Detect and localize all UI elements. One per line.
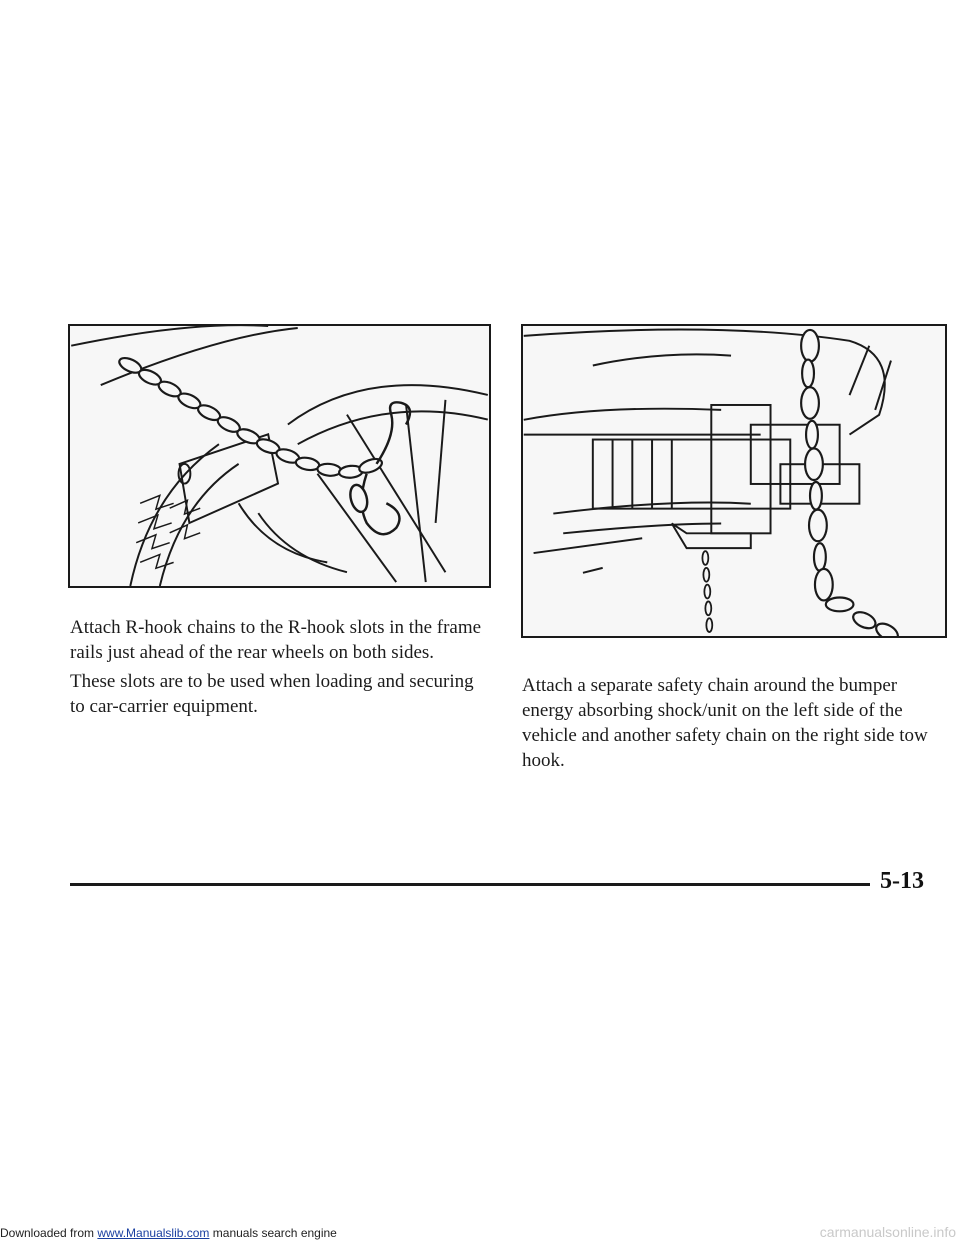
download-note	[0, 1226, 337, 1240]
manualslib-link[interactable]: www.Manualslib.com	[97, 1226, 210, 1240]
footer-rule	[70, 883, 870, 886]
r-hook-chain-illustration-icon	[70, 326, 489, 586]
r-hook-chain-figure	[68, 324, 491, 588]
slot-usage-note: These slots are to be used when loading and securing to car-carrier equipment.	[70, 671, 474, 717]
safety-chain-instruction: Attach a separate safety chain around the bumper energy absorbing shock/unit on the left side of the vehicle and another safety chain on the right side tow hook.	[522, 675, 928, 771]
r-hook-instruction: Attach R-hook chains to the R-hook slots in the frame rails just ahead of the rear wheels on both sides.	[70, 617, 482, 663]
watermark: carmanualsonline.info	[819, 1224, 956, 1240]
download-note-suffix: manuals search engine	[209, 1226, 337, 1240]
page-number: 5-13	[880, 868, 924, 894]
download-note-prefix: Downloaded from	[0, 1226, 98, 1240]
bumper-safety-chain-figure	[521, 324, 947, 638]
bumper-safety-chain-illustration-icon	[523, 326, 945, 636]
